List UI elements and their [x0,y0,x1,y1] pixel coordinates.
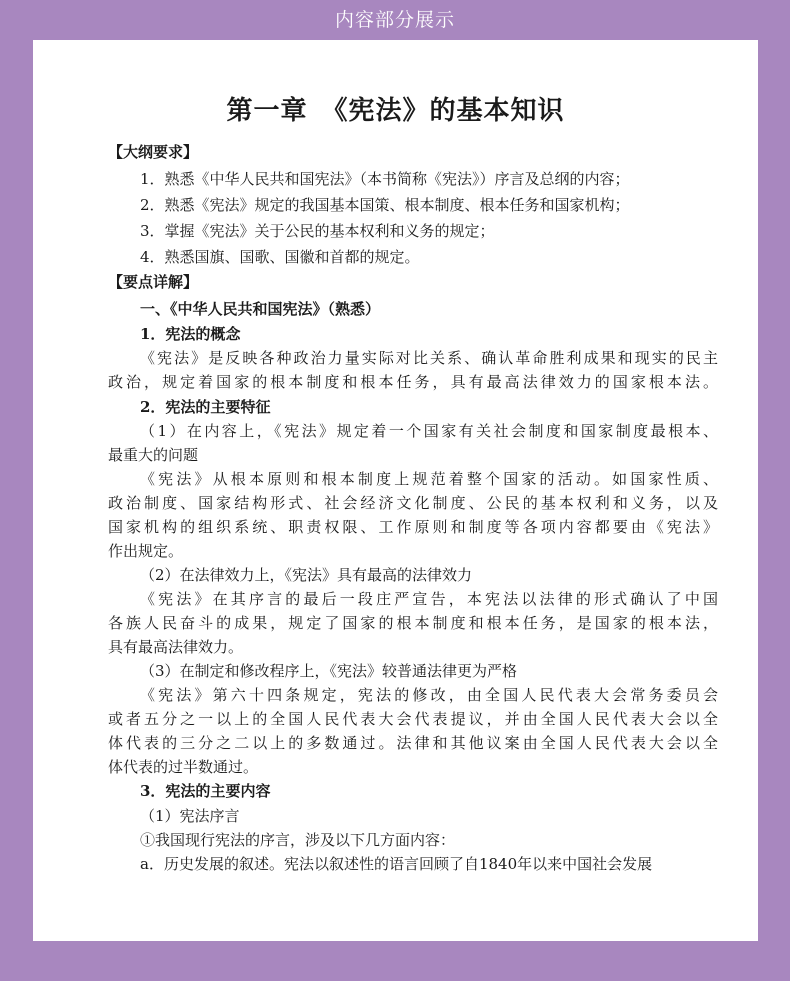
banner-title: 内容部分展示 [334,9,455,31]
paragraph-line: 国家机构的组织系统、职责权限、工作原则和制度等各项内容都要由《宪法》 [108,518,718,536]
paragraph-line: 作出规定。 [108,542,184,560]
paragraph-line: （1）在内容上，《宪法》规定着一个国家有关社会制度和国家制度最根本、 [140,422,718,440]
paragraph-line: （1）宪法序言 [140,807,240,825]
paragraph-line: 《宪法》在其序言的最后一段庄严宣告，本宪法以法律的形式确认了中国 [140,590,718,608]
paragraph-line: （3）在制定和修改程序上，《宪法》较普通法律更为严格 [140,662,518,680]
paragraph-line: 《宪法》是反映各种政治力量实际对比关系、确认革命胜利成果和现实的民主 [140,349,718,367]
subsection-title: 2．宪法的主要特征 [140,398,271,416]
outline-item: 4．熟悉国旗、国歌、国徽和首都的规定。 [140,248,420,266]
paragraph-line: 或者五分之一以上的全国人民代表大会代表提议，并由全国人民代表大会以全 [108,710,718,728]
paragraph-line: 最重大的问题 [108,446,199,464]
paragraph-line: 体代表的三分之二以上的多数通过。法律和其他议案由全国人民代表大会以全 [108,734,718,752]
paragraph-line: 《宪法》第六十四条规定，宪法的修改，由全国人民代表大会常务委员会 [140,686,718,704]
outline-item: 1．熟悉《中华人民共和国宪法》（本书简称《宪法》）序言及总纲的内容； [140,170,630,188]
section-title: 一、《中华人民共和国宪法》（熟悉） [140,300,381,318]
paragraph-line: 体代表的过半数通过。 [108,758,259,776]
paragraph-line: 政治，规定着国家的根本制度和根本任务，具有最高法律效力的国家根本法。 [108,373,718,391]
key-points-heading: 【要点详解】 [108,273,199,291]
paragraph-line: 《宪法》从根本原则和根本制度上规范着整个国家的活动。如国家性质、 [140,470,718,488]
paragraph-line: 政治制度、国家结构形式、社会经济文化制度、公民的基本权利和义务，以及 [108,494,718,512]
paragraph-line: 各族人民奋斗的成果，规定了国家的根本制度和根本任务，是国家的根本法， [108,614,718,632]
subsection-title: 1．宪法的概念 [140,325,241,343]
document-page [33,40,758,941]
outline-item: 2．熟悉《宪法》规定的我国基本国策、根本制度、根本任务和国家机构； [140,196,630,214]
outline-heading: 【大纲要求】 [108,143,199,161]
chapter-title: 第一章 《宪法》的基本知识 [226,96,565,126]
outline-item: 3．掌握《宪法》关于公民的基本权利和义务的规定； [140,222,495,240]
paragraph-line: （2）在法律效力上，《宪法》具有最高的法律效力 [140,566,473,584]
paragraph-line: a．历史发展的叙述。宪法以叙述性的语言回顾了自1840年以来中国社会发展 [140,855,653,873]
subsection-title: 3．宪法的主要内容 [140,782,271,800]
paragraph-line: ①我国现行宪法的序言，涉及以下几方面内容： [140,831,456,849]
paragraph-line: 具有最高法律效力。 [108,638,244,656]
